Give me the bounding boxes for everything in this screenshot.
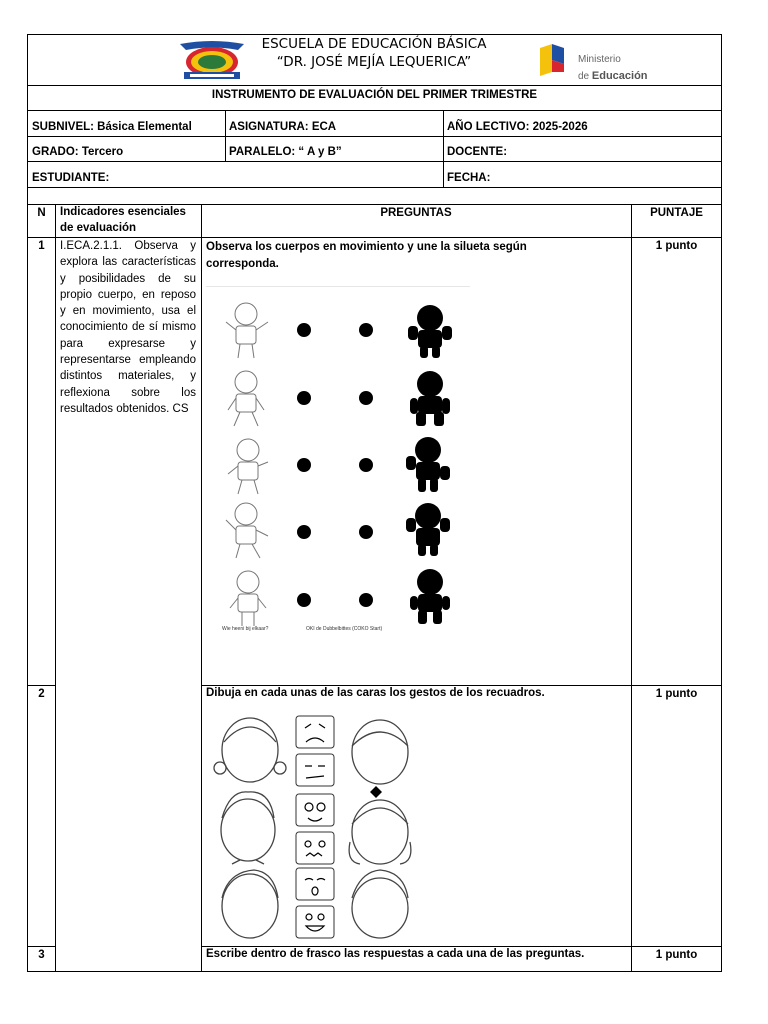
ministry-logo xyxy=(538,42,648,80)
column-header-indicadores-2: de evaluación xyxy=(60,222,137,234)
column-header-indicadores-1: Indicadores esenciales xyxy=(60,206,186,218)
question-3-number: 3 xyxy=(38,949,45,961)
school-name-line1: ESCUELA DE EDUCACIÓN BÁSICA xyxy=(261,36,487,52)
question-2-points: 1 punto xyxy=(655,688,698,700)
asignatura-label: ASIGNATURA: ECA xyxy=(229,121,337,133)
question-3-text: Escribe dentro de frasco las respuestas a cada una de las preguntas. xyxy=(206,948,585,960)
ministry-line2-prefix: de xyxy=(578,71,592,82)
column-header-preguntas: PREGUNTAS xyxy=(380,207,452,219)
question-1-text: Observa los cuerpos en movimiento y une la silueta según corresponda. xyxy=(206,241,527,270)
school-name-line2: “DR. JOSÉ MEJÍA LEQUERICA” xyxy=(276,54,472,70)
question-3-points: 1 punto xyxy=(655,949,698,961)
ministry-line2-bold: Educación xyxy=(591,70,648,82)
faces-worksheet-image xyxy=(210,712,426,940)
question-2-number: 2 xyxy=(38,688,45,700)
grado-label: GRADO: Tercero xyxy=(32,146,124,158)
anio-lectivo-label: AÑO LECTIVO: 2025-2026 xyxy=(447,121,588,133)
instrument-title: INSTRUMENTO DE EVALUACIÓN DEL PRIMER TRIMESTRE xyxy=(211,89,538,101)
evaluation-indicator: I.ECA.2.1.1. Observa y explora las características y posibilidades de su propio cuerpo, en reposo y en movimiento, usa el conocimiento de sí mismo para expresarse y representarse empleando distintos materiales, y reflexiona sobre los resultados obtenidos. CS xyxy=(60,240,196,415)
estudiante-field[interactable]: ESTUDIANTE: xyxy=(32,172,110,184)
docente-field[interactable]: DOCENTE: xyxy=(447,146,508,158)
question-1-number: 1 xyxy=(38,240,45,252)
paralelo-label: PARALELO: “ A y B” xyxy=(229,146,342,158)
question-1-points: 1 punto xyxy=(655,240,698,252)
column-header-n: N xyxy=(37,207,46,219)
ministry-line1: Ministerio xyxy=(578,54,621,65)
subnivel-label: SUBNIVEL: Básica Elemental xyxy=(32,121,192,133)
worksheet-footer-left: Wie heeni bij elkaar? xyxy=(222,626,269,632)
matching-worksheet-image xyxy=(206,286,470,636)
fecha-field[interactable]: FECHA: xyxy=(447,172,491,184)
question-2-text: Dibuja en cada unas de las caras los gestos de los recuadros. xyxy=(206,687,545,699)
worksheet-footer-mid: OKI de Dubbelbittes (COKO Start) xyxy=(306,626,383,632)
column-header-puntaje: PUNTAJE xyxy=(650,207,703,219)
